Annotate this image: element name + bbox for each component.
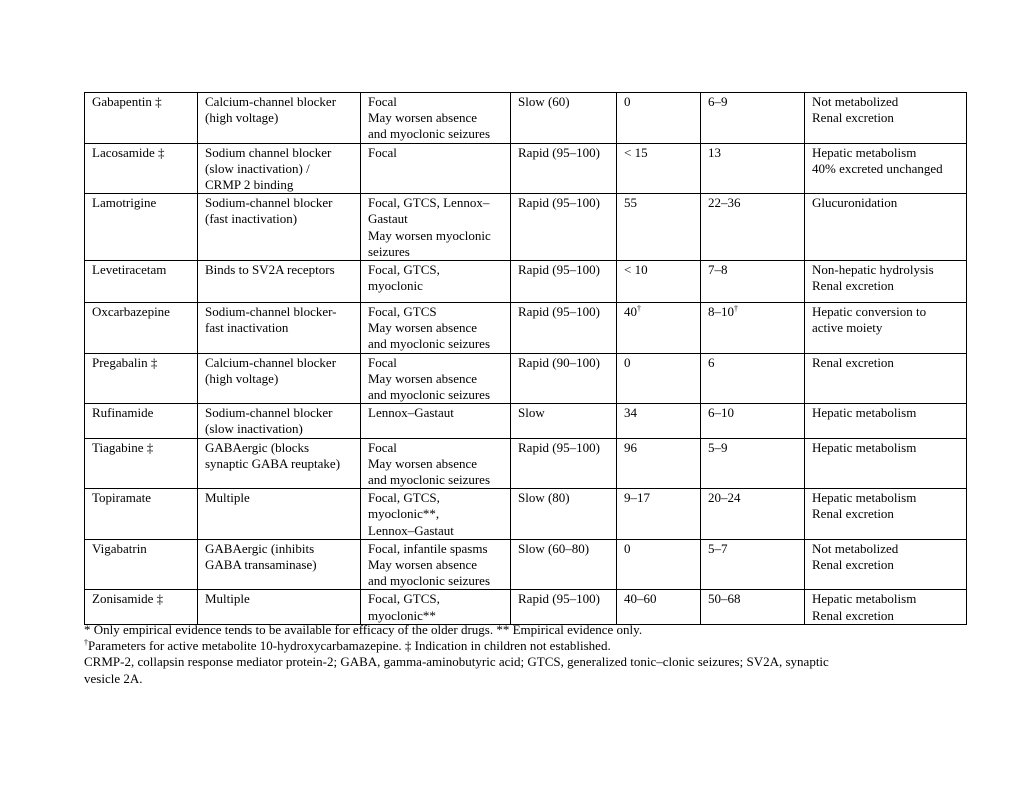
half-life-cell	[701, 303, 805, 354]
metabolism-line: Hepatic conversion to	[812, 304, 927, 320]
table-row	[85, 93, 967, 144]
drug-name-value: Levetiracetam	[92, 262, 167, 278]
indications-line: Focal	[368, 354, 397, 370]
protein-binding-value: 96	[624, 439, 637, 455]
metabolism-cell	[805, 438, 967, 489]
indications-cell	[361, 353, 511, 404]
metabolism-line: Renal excretion	[812, 354, 894, 370]
metabolism-cell	[805, 590, 967, 624]
drug-name-value: Vigabatrin	[92, 540, 147, 556]
indications-line: Focal, GTCS,	[368, 262, 440, 278]
mechanism-line: GABA transaminase)	[205, 557, 317, 573]
dagger-mark: †	[84, 638, 88, 648]
absorption-cell	[511, 194, 617, 261]
drug-name-value: Rufinamide	[92, 405, 154, 421]
absorption-cell	[511, 353, 617, 404]
absorption-value: Rapid (95–100)	[518, 591, 600, 607]
footnote-parameters	[84, 638, 964, 654]
indications-line: myoclonic**,	[368, 506, 440, 522]
indications-cell	[361, 438, 511, 489]
protein-binding-value: 0	[624, 94, 631, 109]
drug-name-cell	[85, 404, 198, 438]
indications-line: Focal	[368, 439, 397, 455]
absorption-cell	[511, 303, 617, 354]
footnote-efficacy: * Only empirical evidence tends to be available for efficacy of the older drugs. ** Empirical evidence only.	[84, 622, 643, 637]
protein-binding-cell	[617, 261, 701, 303]
drug-name-value: Pregabalin ‡	[92, 354, 158, 370]
drug-name-cell	[85, 353, 198, 404]
mechanism-cell	[198, 143, 361, 194]
drug-name-cell	[85, 438, 198, 489]
metabolism-cell	[805, 143, 967, 194]
mechanism-cell	[198, 590, 361, 624]
protein-binding-value: 40–60	[624, 591, 657, 607]
absorption-value: Rapid (90–100)	[518, 354, 600, 370]
metabolism-cell	[805, 353, 967, 404]
half-life-value: 5–7	[708, 540, 728, 556]
mechanism-cell	[198, 261, 361, 303]
indications-line: and myoclonic seizures	[368, 573, 491, 589]
footnote-abbreviations-cont: vesicle 2A.	[84, 670, 143, 686]
indications-line: May worsen myoclonic	[368, 227, 491, 243]
mechanism-line: (high voltage)	[205, 370, 279, 386]
absorption-cell	[511, 489, 617, 540]
mechanism-line: Multiple	[205, 490, 250, 506]
protein-binding-value: < 10	[624, 262, 648, 278]
drug-name-value: Lamotrigine	[92, 195, 157, 211]
mechanism-cell	[198, 438, 361, 489]
absorption-value: Slow (60)	[518, 94, 570, 109]
mechanism-line: Calcium-channel blocker	[205, 94, 337, 109]
indications-line: Focal	[368, 94, 397, 109]
drug-name-value: Lacosamide ‡	[92, 144, 165, 160]
mechanism-line: Sodium-channel blocker	[205, 195, 333, 211]
mechanism-cell	[198, 353, 361, 404]
half-life-value: 6–9	[708, 94, 728, 109]
mechanism-cell	[198, 303, 361, 354]
protein-binding-value: 0	[624, 354, 631, 370]
metabolism-line: Renal excretion	[812, 607, 894, 623]
drug-name-cell	[85, 303, 198, 354]
metabolism-cell	[805, 539, 967, 590]
protein-binding-cell	[617, 194, 701, 261]
dagger-mark: †	[734, 304, 738, 314]
metabolism-cell	[805, 194, 967, 261]
absorption-value: Rapid (95–100)	[518, 262, 600, 278]
table-row	[85, 590, 967, 624]
mechanism-line: Sodium-channel blocker-	[205, 304, 337, 320]
absorption-cell	[511, 261, 617, 303]
indications-line: and myoclonic seizures	[368, 472, 491, 488]
protein-binding-value: 40	[624, 304, 637, 320]
mechanism-line: Sodium-channel blocker	[205, 405, 333, 421]
table-body	[85, 93, 967, 625]
metabolism-line: active moiety	[812, 320, 883, 336]
half-life-value: 8–10	[708, 304, 734, 320]
absorption-value: Rapid (95–100)	[518, 439, 600, 455]
mechanism-cell	[198, 539, 361, 590]
metabolism-cell	[805, 489, 967, 540]
mechanism-line: (high voltage)	[205, 110, 279, 126]
table-row	[85, 539, 967, 590]
drug-name-cell	[85, 93, 198, 144]
protein-binding-cell	[617, 303, 701, 354]
metabolism-line: Glucuronidation	[812, 195, 898, 211]
drug-name-value: Oxcarbazepine	[92, 304, 170, 320]
mechanism-line: CRMP 2 binding	[205, 177, 294, 193]
mechanism-line: (fast inactivation)	[205, 211, 298, 227]
metabolism-line: Hepatic metabolism	[812, 405, 917, 421]
mechanism-line: GABAergic (inhibits	[205, 540, 315, 556]
metabolism-line: Not metabolized	[812, 540, 899, 556]
half-life-cell	[701, 353, 805, 404]
table-row	[85, 438, 967, 489]
indications-line: Lennox–Gastaut	[368, 522, 454, 538]
half-life-cell	[701, 93, 805, 144]
protein-binding-cell	[617, 404, 701, 438]
absorption-value: Slow	[518, 405, 545, 421]
metabolism-line: Renal excretion	[812, 278, 894, 294]
half-life-cell	[701, 590, 805, 624]
half-life-cell	[701, 261, 805, 303]
protein-binding-cell	[617, 438, 701, 489]
drug-name-value: Gabapentin ‡	[92, 94, 162, 109]
protein-binding-value: 0	[624, 540, 631, 556]
absorption-cell	[511, 590, 617, 624]
indications-line: Lennox–Gastaut	[368, 405, 454, 421]
protein-binding-cell	[617, 93, 701, 144]
half-life-value: 20–24	[708, 490, 741, 506]
indications-line: Focal, GTCS	[368, 304, 437, 320]
metabolism-line: Renal excretion	[812, 110, 894, 126]
indications-line: and myoclonic seizures	[368, 336, 491, 352]
mechanism-cell	[198, 93, 361, 144]
mechanism-cell	[198, 194, 361, 261]
absorption-value: Rapid (95–100)	[518, 144, 600, 160]
half-life-value: 6–10	[708, 405, 734, 421]
drug-table	[84, 92, 967, 625]
half-life-cell	[701, 143, 805, 194]
protein-binding-value: < 15	[624, 144, 648, 160]
table-row	[85, 489, 967, 540]
half-life-value: 6	[708, 354, 715, 370]
mechanism-cell	[198, 489, 361, 540]
metabolism-cell	[805, 404, 967, 438]
table-row	[85, 303, 967, 354]
indications-line: Focal, infantile spasms	[368, 540, 488, 556]
table-row	[85, 194, 967, 261]
drug-name-value: Zonisamide ‡	[92, 591, 164, 607]
absorption-value: Rapid (95–100)	[518, 195, 600, 211]
indications-cell	[361, 489, 511, 540]
indications-cell	[361, 539, 511, 590]
half-life-cell	[701, 489, 805, 540]
indications-line: May worsen absence	[368, 455, 478, 471]
half-life-value: 7–8	[708, 262, 728, 278]
absorption-value: Slow (60–80)	[518, 540, 590, 556]
half-life-value: 5–9	[708, 439, 728, 455]
footnotes	[84, 622, 964, 687]
mechanism-line: synaptic GABA reuptake)	[205, 455, 341, 471]
half-life-cell	[701, 539, 805, 590]
footnote-abbreviations: CRMP-2, collapsin response mediator protein-2; GABA, gamma-aminobutyric acid; GTCS, generalized tonic–clonic seizures; SV2A, synaptic	[84, 654, 829, 670]
mechanism-line: fast inactivation	[205, 320, 289, 336]
protein-binding-cell	[617, 489, 701, 540]
mechanism-line: Binds to SV2A receptors	[205, 262, 335, 278]
indications-cell	[361, 143, 511, 194]
drug-name-cell	[85, 261, 198, 303]
metabolism-line: Not metabolized	[812, 94, 899, 109]
metabolism-line: Non-hepatic hydrolysis	[812, 262, 934, 278]
protein-binding-cell	[617, 539, 701, 590]
drug-name-value: Tiagabine ‡	[92, 439, 154, 455]
metabolism-line: Hepatic metabolism	[812, 144, 917, 160]
absorption-cell	[511, 404, 617, 438]
protein-binding-value: 9–17	[624, 490, 650, 506]
metabolism-line: Hepatic metabolism	[812, 490, 917, 506]
indications-line: Focal, GTCS, Lennox–	[368, 195, 490, 211]
table-row	[85, 143, 967, 194]
absorption-cell	[511, 438, 617, 489]
drug-name-cell	[85, 539, 198, 590]
half-life-value: 22–36	[708, 195, 741, 211]
table-row	[85, 404, 967, 438]
indications-cell	[361, 404, 511, 438]
protein-binding-cell	[617, 143, 701, 194]
absorption-cell	[511, 143, 617, 194]
table-row	[85, 261, 967, 303]
indications-line: May worsen absence	[368, 110, 478, 126]
indications-line: myoclonic	[368, 278, 423, 294]
half-life-value: 50–68	[708, 591, 741, 607]
absorption-cell	[511, 93, 617, 144]
indications-line: Focal	[368, 144, 397, 160]
mechanism-line: GABAergic (blocks	[205, 439, 310, 455]
mechanism-cell	[198, 404, 361, 438]
drug-name-cell	[85, 194, 198, 261]
indications-line: myoclonic**	[368, 607, 436, 623]
indications-line: May worsen absence	[368, 557, 478, 573]
metabolism-line: Hepatic metabolism	[812, 439, 917, 455]
indications-cell	[361, 261, 511, 303]
absorption-cell	[511, 539, 617, 590]
indications-line: May worsen absence	[368, 320, 478, 336]
indications-cell	[361, 194, 511, 261]
metabolism-cell	[805, 93, 967, 144]
protein-binding-value: 34	[624, 405, 637, 421]
indications-line: May worsen absence	[368, 370, 478, 386]
metabolism-line: Renal excretion	[812, 506, 894, 522]
indications-line: seizures	[368, 243, 410, 259]
mechanism-line: (slow inactivation)	[205, 421, 303, 437]
mechanism-line: (slow inactivation) /	[205, 160, 310, 176]
drug-name-value: Topiramate	[92, 490, 152, 506]
indications-line: and myoclonic seizures	[368, 126, 491, 142]
mechanism-line: Multiple	[205, 591, 250, 607]
mechanism-line: Calcium-channel blocker	[205, 354, 337, 370]
metabolism-cell	[805, 261, 967, 303]
mechanism-line: Sodium channel blocker	[205, 144, 332, 160]
absorption-value: Slow (80)	[518, 490, 570, 506]
dagger-mark: †	[637, 304, 641, 314]
metabolism-line: Hepatic metabolism	[812, 591, 917, 607]
indications-line: and myoclonic seizures	[368, 387, 491, 403]
footnote-parameters-text: Parameters for active metabolite 10-hydroxycarbamazepine. ‡ Indication in children not established.	[88, 638, 611, 654]
indications-line: Focal, GTCS,	[368, 490, 440, 506]
protein-binding-cell	[617, 590, 701, 624]
half-life-cell	[701, 438, 805, 489]
half-life-value: 13	[708, 144, 721, 160]
metabolism-cell	[805, 303, 967, 354]
half-life-cell	[701, 194, 805, 261]
metabolism-line: Renal excretion	[812, 557, 894, 573]
indications-cell	[361, 590, 511, 624]
half-life-cell	[701, 404, 805, 438]
metabolism-line: 40% excreted unchanged	[812, 160, 943, 176]
drug-name-cell	[85, 489, 198, 540]
indications-line: Gastaut	[368, 211, 408, 227]
drug-name-cell	[85, 143, 198, 194]
absorption-value: Rapid (95–100)	[518, 304, 600, 320]
protein-binding-cell	[617, 353, 701, 404]
indications-cell	[361, 303, 511, 354]
table-row	[85, 353, 967, 404]
protein-binding-value: 55	[624, 195, 637, 211]
drug-name-cell	[85, 590, 198, 624]
indications-cell	[361, 93, 511, 144]
indications-line: Focal, GTCS,	[368, 591, 440, 607]
